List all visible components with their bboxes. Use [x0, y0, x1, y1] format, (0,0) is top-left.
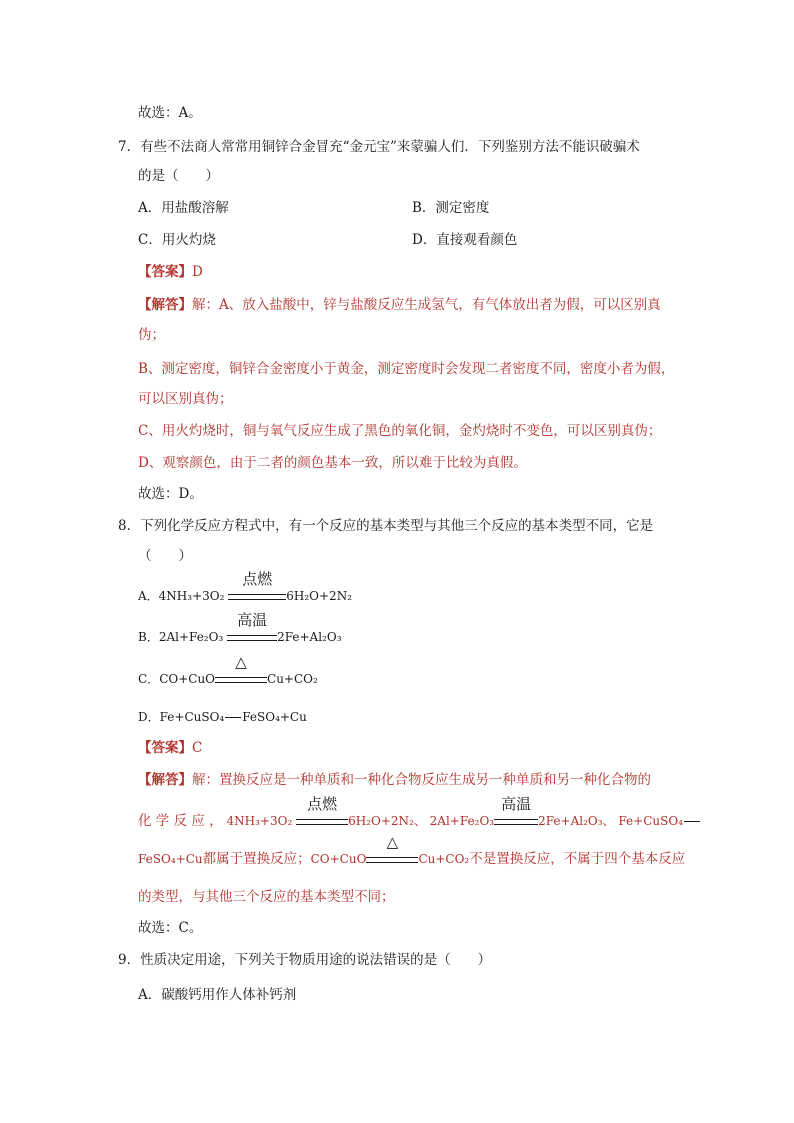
- q8-option-c: C．CO+CuO △ Cu+CO₂: [138, 669, 318, 689]
- q8-analysis-line4: 的类型，与其他三个反应的基本类型不同；: [138, 889, 395, 905]
- reaction-arrow: 点燃: [296, 811, 348, 831]
- q8-option-d: D．Fe+CuSO₄ FeSO₄+Cu: [138, 710, 307, 724]
- q7-option-a: A．用盐酸溶解: [138, 200, 229, 216]
- q7-option-d: D．直接观看颜色: [412, 232, 518, 248]
- equal-sign: [684, 821, 700, 822]
- q8-analysis-line2: 化 学 反 应 ， 4NH₃+3O₂ 点燃 6H₂O+2N₂、 2Al+Fe₂O₃ 高温 2Fe+Al₂O₃、 Fe+CuSO₄: [138, 811, 701, 831]
- answer-value: C: [192, 740, 203, 756]
- q8-stem-line2: （ ）: [138, 548, 192, 564]
- q8-option-a: A．4NH₃+3O₂ 点燃 6H₂O+2N₂: [138, 586, 352, 606]
- q9-stem: 9．性质决定用途，下列关于物质用途的说法错误的是（ ）: [118, 952, 492, 968]
- answer-value: D: [192, 264, 203, 280]
- q8-analysis-line1: 【解答】解：置换反应是一种单质和一种化合物反应生成另一种单质和另一种化合物的: [138, 772, 651, 788]
- q7-analysis-line6: D、观察颜色，由于二者的颜色基本一致，所以难于比较为真假。: [138, 455, 527, 471]
- equal-sign: [225, 717, 241, 718]
- reaction-arrow: 点燃: [228, 586, 286, 606]
- answer-tag: 【答案】: [138, 740, 192, 756]
- q7-analysis-line4: 可以区别真伪；: [138, 391, 233, 407]
- q8-choice: 故选：C。: [138, 920, 203, 936]
- reaction-arrow: △: [215, 669, 267, 689]
- reaction-arrow: 高温: [227, 627, 277, 647]
- q8-option-b: B．2Al+Fe₂O₃ 高温 2Fe+Al₂O₃: [138, 627, 342, 647]
- q8-stem-line1: 8．下列化学反应方程式中，有一个反应的基本类型与其他三个反应的基本类型不同，它是: [118, 518, 654, 534]
- answer-tag: 【答案】: [138, 264, 192, 280]
- q9-option-a: A．碳酸钙用作人体补钙剂: [138, 987, 297, 1003]
- q7-choice: 故选：D。: [138, 486, 203, 502]
- q6-choice: 故选：A。: [138, 105, 202, 121]
- q7-option-c: C．用火灼烧: [138, 232, 216, 248]
- analysis-tag: 【解答】: [138, 772, 192, 788]
- q7-analysis-line2: 伪；: [138, 327, 165, 343]
- q8-answer: [138, 738, 202, 758]
- q8-analysis-line3: FeSO₄+Cu都属于置换反应；CO+CuO △ Cu+CO₂不是置换反应，不属于四个基本反应: [138, 833, 686, 867]
- q7-analysis-line5: C、用火灼烧时，铜与氧气反应生成了黑色的氧化铜，金灼烧时不变色，可以区别真伪；: [138, 423, 662, 439]
- q7-analysis-line3: B、测定密度，铜锌合金密度小于黄金，测定密度时会发现二者密度不同，密度小者为假，: [138, 361, 675, 377]
- q7-analysis-line1: 【解答】解：A、放入盐酸中，锌与盐酸反应生成氢气，有气体放出者为假，可以区别真: [138, 297, 661, 313]
- reaction-arrow: 高温: [494, 811, 538, 831]
- reaction-arrow: △: [366, 849, 418, 869]
- q7-stem-line2: 的是（ ）: [138, 168, 219, 184]
- q7-option-b: B．测定密度: [412, 200, 490, 216]
- analysis-tag: 【解答】: [138, 297, 192, 313]
- q7-answer: [138, 262, 203, 282]
- q7-stem-line1: 7．有些不法商人常常用铜锌合金冒充“金元宝”来蒙骗人们．下列鉴别方法不能识破骗术: [118, 139, 640, 155]
